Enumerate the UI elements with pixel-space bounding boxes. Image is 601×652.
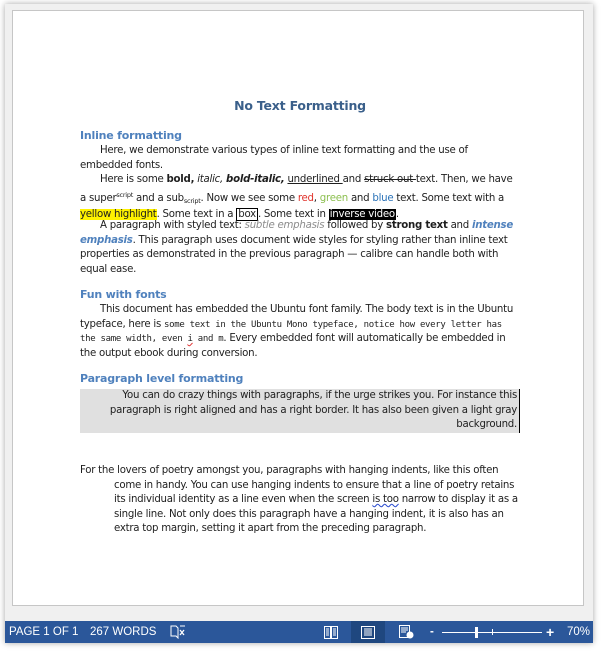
zoom-slider-center-tick (492, 629, 493, 635)
document-page[interactable] (12, 10, 584, 606)
paragraph-intro: Here, we demonstrate various types of inline text formatting and the use of embedded fonts. (80, 145, 468, 171)
paragraph-fonts: This document has embedded the Ubuntu font family. The body text is in the Ubuntu typeface, here is some text in the Ubuntu Mono typeface, notice how every letter has the same width, even i and m. Every embedded font will automatically be embedded in the output ebook during conversion. (80, 304, 514, 359)
zoom-slider-thumb[interactable] (475, 627, 478, 638)
paragraph-hanging-indent: For the lovers of poetry amongst you, paragraphs with hanging indents, like this often come in handy. You can use hanging indents to ensure that a line of poetry retains its individual identity as a line even when the screen is too narrow to display it as a single line. Not only does this paragraph have a hanging indent, it is also has an extra top margin, setting it apart from the preceding paragraph. (80, 465, 518, 535)
word-count[interactable]: 267 WORDS (90, 626, 157, 638)
heading-fun-with-fonts: Fun with fonts (80, 288, 167, 301)
document-title: No Text Formatting (234, 98, 366, 113)
zoom-in-button[interactable]: + (546, 624, 555, 640)
proofing-icon[interactable] (169, 621, 187, 643)
zoom-out-button[interactable]: - (430, 626, 434, 638)
heading-paragraph-level: Paragraph level formatting (80, 372, 244, 385)
paragraph-styled-text: A paragraph with styled text: subtle emphasis followed by strong text and intense emphasis. This paragraph uses document wide styles for styling rather than inline text properties as demonstrated in the previous paragraph — calibre can handle both with equal ease. (80, 220, 513, 275)
page-count[interactable]: PAGE 1 OF 1 (9, 626, 79, 638)
paragraph-inline-styles: Here is some bold, italic, bold-italic, underlined and struck out text. Then, we have a super$^{script}$ and a sub$_{script}$. Now we see some red, green and blue text. Some text with a yellow highlight. Some text in a box . Some text in inverse video. (80, 174, 513, 221)
paragraph-right-aligned: You can do crazy things with paragraphs, if the urge strikes you. For instance this paragraph is right aligned and has a right border. It has also been given a light gray background. (80, 389, 520, 433)
print-layout-icon[interactable] (351, 621, 385, 643)
heading-inline-formatting: Inline formatting (80, 129, 182, 142)
read-mode-icon[interactable] (320, 621, 342, 643)
web-layout-icon[interactable] (395, 621, 417, 643)
word-window (5, 4, 593, 643)
status-bar (5, 621, 593, 643)
zoom-level[interactable]: 70% (567, 626, 591, 638)
